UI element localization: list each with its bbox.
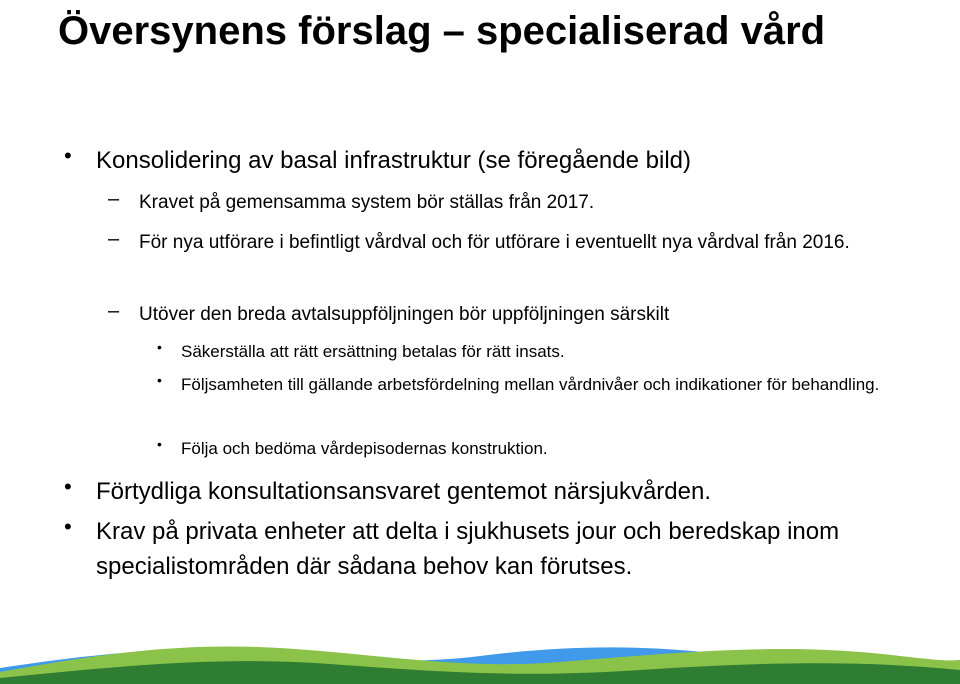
- grass-landscape-banner: [0, 626, 960, 684]
- bullet-marker: •: [64, 143, 72, 168]
- dash-marker: –: [108, 188, 120, 210]
- dash-marker: –: [108, 300, 120, 322]
- bullet-text: Krav på privata enheter att delta i sjukhusets jour och beredskap inom specialistområden där sådana behov kan förutses.: [96, 518, 840, 580]
- bullet-text: Konsolidering av basal infrastruktur (se föregående bild): [96, 147, 691, 174]
- sub-bullet-text: För nya utförare i befintligt vårdval och för utförare i eventuellt nya vårdval från 2016.: [139, 232, 850, 253]
- sub-sub-bullet-text: Följsamheten till gällande arbetsfördelning mellan vårdnivåer och indikationer för behandling.: [181, 375, 880, 394]
- bullet-text: Förtydliga konsultationsansvaret gentemot närsjukvården.: [96, 478, 711, 505]
- dash-marker: –: [108, 228, 120, 250]
- sub-bullet-text: Utöver den breda avtalsuppföljningen bör uppföljningen särskilt: [139, 304, 670, 325]
- slide-title: Översynens förslag – specialiserad vård: [58, 9, 826, 53]
- bullet-marker: •: [157, 372, 162, 388]
- bullet-marker: •: [64, 474, 72, 499]
- sub-sub-bullet-text: Säkerställa att rätt ersättning betalas för rätt insats.: [181, 342, 565, 361]
- bullet-marker: •: [157, 339, 162, 355]
- sub-bullet-text: Kravet på gemensamma system bör ställas från 2017.: [139, 192, 595, 213]
- bullet-marker: •: [157, 436, 162, 452]
- sub-sub-bullet-text: Följa och bedöma vårdepisodernas konstruktion.: [181, 439, 548, 458]
- bullet-marker: •: [64, 514, 72, 539]
